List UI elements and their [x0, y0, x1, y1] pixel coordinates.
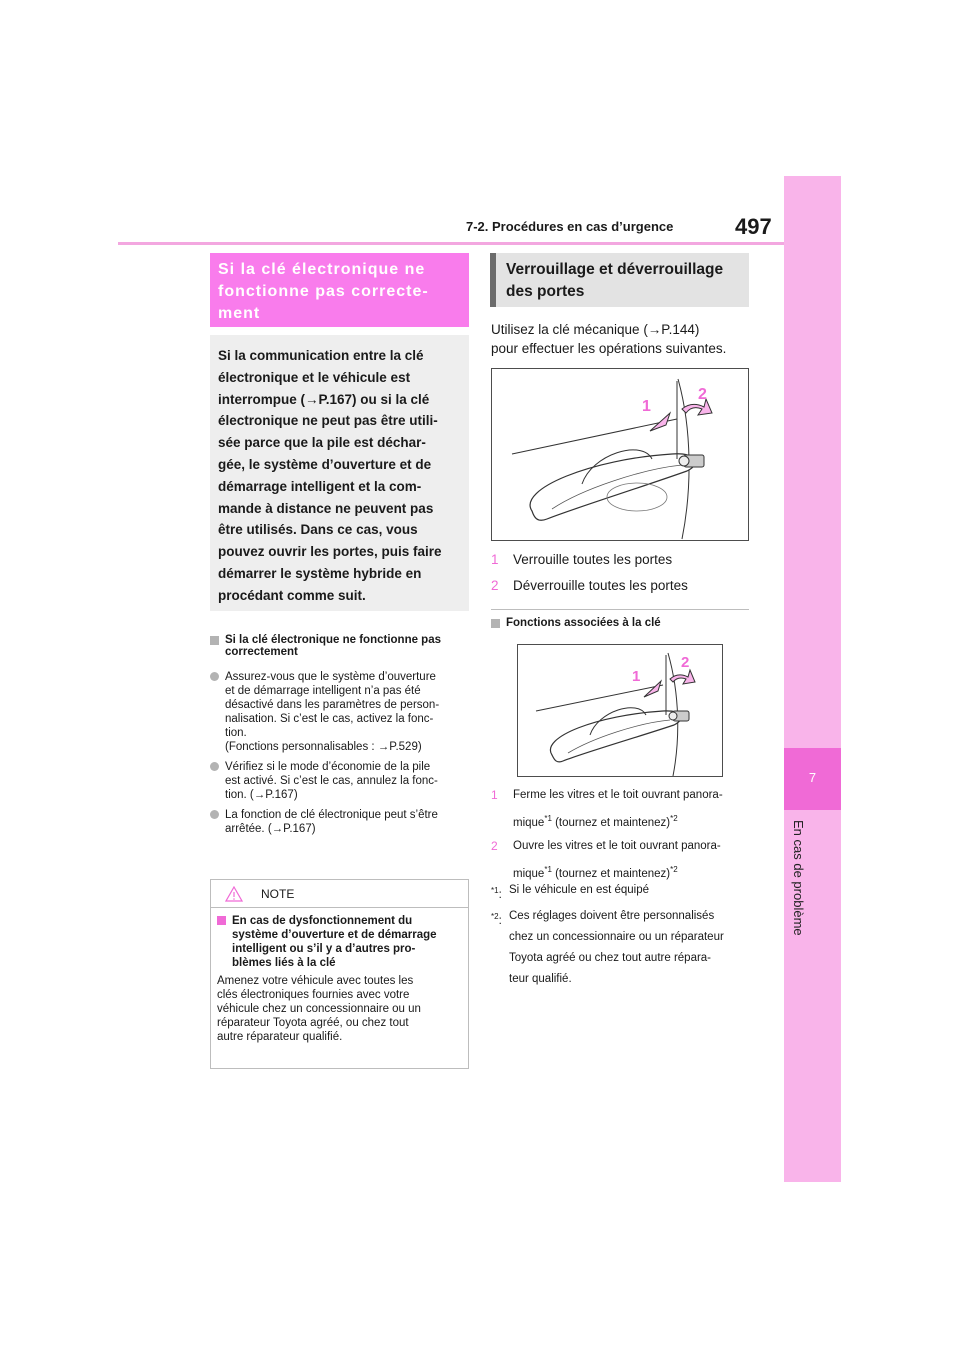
step-text-line: [513, 807, 723, 835]
list-item: [491, 784, 756, 835]
step-text-line: Ouvre les vitres et le toit ouvrant panora-: [513, 840, 721, 852]
footnote-ref: *1: [544, 865, 552, 874]
intro-line: interrompue (→P.167) ou si la clé: [218, 391, 430, 407]
list-item: [210, 808, 469, 836]
square-bullet-icon: [217, 916, 226, 925]
note-body: [211, 908, 468, 1044]
divider: [491, 609, 749, 610]
bullet-dot-icon: [210, 810, 219, 819]
door-handle-illustration: [518, 645, 722, 776]
note-title-row: [211, 880, 468, 908]
list-item-line: Assurez-vous que le système d’ouverture: [225, 671, 436, 683]
intro-box: [210, 335, 469, 611]
figure-label-1: 1: [642, 398, 651, 415]
footnote-ref: *1: [544, 814, 552, 823]
step-text-part: (tournez et maintenez): [551, 868, 671, 880]
list-item-line: arrêtée. (→P.167): [225, 823, 316, 835]
footnote-line: teur qualifié.: [509, 973, 572, 985]
footnote-line: chez un concessionnaire ou un réparateur: [509, 931, 724, 943]
footnote-ref: *2: [670, 814, 678, 823]
note-heading-line: système d’ouverture et de démarrage: [232, 929, 437, 941]
subsection-heading-line: correctement: [225, 646, 298, 658]
section-heading-line: Verrouillage et déverrouillage: [506, 261, 724, 278]
warning-triangle-icon: [225, 886, 243, 902]
section-title: 7-2. Procédures en cas d’urgence: [466, 219, 674, 234]
steps-list: [491, 546, 751, 598]
list-item: [491, 835, 756, 886]
figure-label-2: 2: [681, 654, 690, 671]
intro-line: pouvez ouvrir les portes, puis faire: [218, 544, 442, 560]
step-text: Verrouille toutes les portes: [513, 551, 673, 567]
bullet-dot-icon: [210, 672, 219, 681]
note-title: NOTE: [261, 887, 295, 901]
intro-line: sée parce que la pile est déchar-: [218, 435, 426, 451]
intro-line: pour effectuer les opérations suivantes.: [491, 341, 727, 356]
intro-line: Utilisez la clé mécanique (→P.144): [491, 322, 700, 337]
door-handle-illustration: [492, 369, 748, 540]
intro-line: démarrage intelligent et la com-: [218, 478, 422, 494]
footnote-mark: $^{*1}$:: [491, 886, 502, 901]
footnote: [491, 906, 756, 990]
intro-paragraph: [491, 320, 751, 358]
note-heading: [217, 914, 462, 970]
subsection-heading: [491, 617, 661, 629]
section-heading-line: fonctionne pas correcte-: [218, 283, 429, 300]
chapter-number: 7: [808, 770, 817, 785]
subsection-heading-line: Si la clé électronique ne fonctionne pas: [225, 634, 441, 646]
page-number: 497: [735, 214, 772, 239]
chapter-label: En cas de problème: [791, 820, 806, 936]
note-text-line: réparateur Toyota agréé, ou chez tout: [217, 1017, 409, 1029]
intro-line: mande à distance ne peuvent pas: [218, 500, 434, 516]
subsection-heading: [210, 634, 469, 658]
intro-line: électronique ne peut pas être utili-: [218, 413, 438, 429]
square-bullet-icon: [210, 636, 219, 645]
intro-line: Si la communication entre la clé: [218, 348, 424, 363]
intro-line: gée, le système d’ouverture et de: [218, 456, 432, 472]
footnote-line: Ces réglages doivent être personnalisés: [509, 910, 715, 922]
section-heading-line: des portes: [506, 283, 585, 300]
list-item-line: tion.: [225, 727, 247, 739]
intro-line: électronique et le véhicule est: [218, 369, 411, 385]
list-item-line: désactivé dans les paramètres de person-: [225, 699, 440, 711]
list-item-line: Vérifiez si le mode d’économie de la pile: [225, 761, 431, 773]
door-handle-figure-1: [491, 368, 749, 541]
figure-label-1: 1: [632, 668, 641, 685]
list-item-line: (Fonctions personnalisables : →P.529): [225, 741, 422, 753]
footnote-line: Si le véhicule en est équipé: [509, 884, 650, 896]
footnote-ref: *2: [670, 865, 678, 874]
list-item-line: nalisation. Si c’est le cas, activez la fonc-: [225, 713, 434, 725]
intro-line: démarrer le système hybride en: [218, 565, 422, 581]
list-item: [491, 572, 751, 598]
note-text-line: autre réparateur qualifié.: [217, 1031, 343, 1043]
figure-label-2: 2: [698, 386, 707, 403]
list-item-line: et de démarrage intelligent n’a pas été: [225, 685, 421, 697]
header-rule: [118, 242, 784, 245]
footnote: [491, 880, 756, 906]
step-text-line: Ferme les vitres et le toit ouvrant panora-: [513, 789, 723, 801]
step-text-part: mique: [513, 868, 545, 880]
step-text-part: (tournez et maintenez): [551, 817, 671, 829]
footnote-mark: $^{*2}$:: [491, 912, 502, 927]
chapter-tab: [784, 176, 841, 1182]
footnote-mark-text: *1: [491, 886, 499, 895]
footnotes: [491, 880, 756, 990]
footnote-line: Toyota agréé ou chez tout autre répara-: [509, 952, 712, 964]
note-box: [210, 879, 469, 1069]
note-heading-line: intelligent ou s’il y a d’autres pro-: [232, 943, 416, 955]
subsection-heading-text: Fonctions associées à la clé: [506, 617, 661, 629]
note-text-line: véhicule chez un concessionnaire ou un: [217, 1003, 421, 1015]
bullet-dot-icon: [210, 762, 219, 771]
list-item-line: est activé. Si c’est le cas, annulez la fonc-: [225, 775, 438, 787]
section-heading-box: [210, 253, 469, 327]
list-item: [491, 546, 751, 572]
note-heading-line: blèmes liés à la clé: [232, 957, 336, 969]
list-item: [210, 760, 469, 802]
section-heading-line: Si la clé électronique ne: [218, 261, 426, 278]
intro-line: être utilisés. Dans ce cas, vous: [218, 522, 418, 538]
step-number: 2: [491, 577, 499, 593]
note-text-line: Amenez votre véhicule avec toutes les: [217, 975, 414, 987]
function-steps-list: [491, 784, 756, 886]
section-heading-box-2: [490, 253, 749, 307]
step-text-part: mique: [513, 817, 545, 829]
section-heading-line: ment: [218, 305, 261, 322]
step-number: 1: [491, 551, 499, 567]
footnote-mark-text: *2: [491, 912, 499, 921]
list-item-line: tion. (→P.167): [225, 789, 298, 801]
note-heading-line: En cas de dysfonctionnement du: [232, 915, 413, 927]
square-bullet-icon: [491, 619, 500, 628]
list-item: [210, 670, 469, 754]
step-number: 1: [491, 788, 498, 802]
list-item-line: La fonction de clé électronique peut s’être: [225, 809, 438, 821]
step-number: 2: [491, 839, 498, 853]
bullet-list: [210, 670, 469, 842]
door-handle-figure-2: [517, 644, 723, 777]
intro-line: procédant comme suit.: [218, 587, 366, 603]
note-text-line: clés électroniques fournies avec votre: [217, 989, 410, 1001]
step-text: Déverrouille toutes les portes: [513, 577, 688, 593]
